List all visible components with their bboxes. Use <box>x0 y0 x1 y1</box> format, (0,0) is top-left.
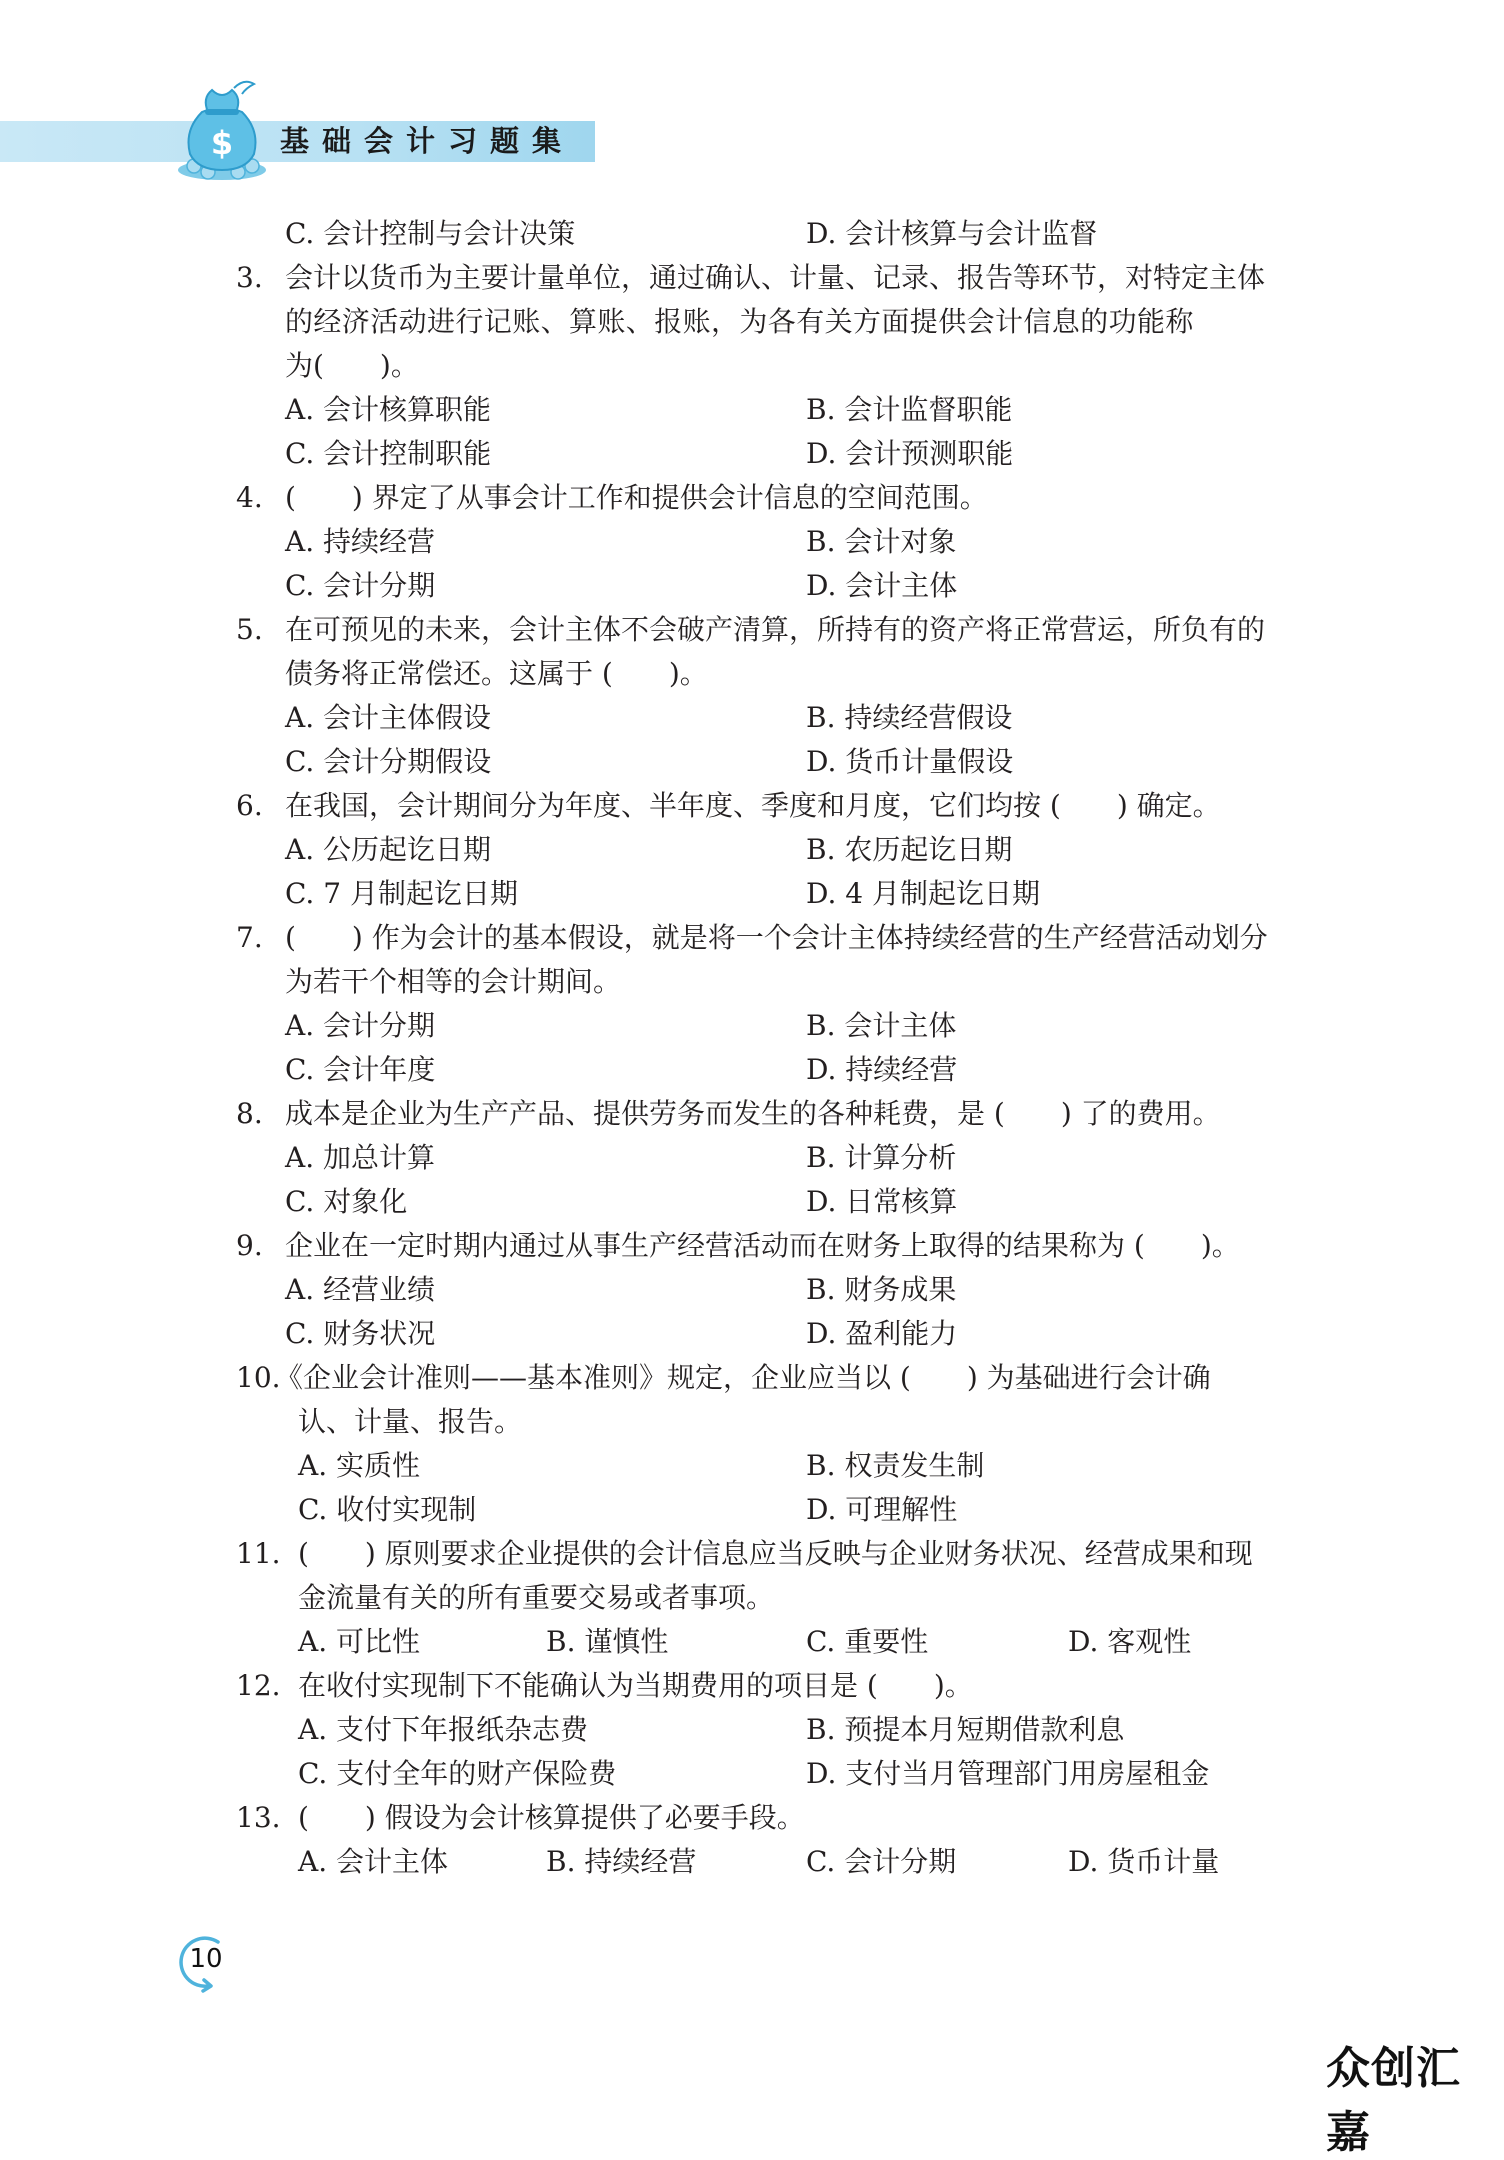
question-number: 11. <box>236 1537 281 1570</box>
option-d: D. 持续经营 <box>806 1053 958 1086</box>
option-d: D. 会计核算与会计监督 <box>806 217 1098 250</box>
option-d: D. 会计主体 <box>806 569 958 602</box>
question-text: 为若干个相等的会计期间。 <box>285 965 622 998</box>
option-a: A. 经营业绩 <box>285 1273 436 1306</box>
money-bag-icon <box>172 78 272 182</box>
option-d: D. 可理解性 <box>806 1493 958 1526</box>
question-number: 9. <box>236 1229 263 1262</box>
question-number: 12. <box>236 1669 281 1702</box>
option-c: C. 7 月制起讫日期 <box>285 877 518 910</box>
option-a: A. 会计主体假设 <box>285 701 492 734</box>
option-a: A. 实质性 <box>298 1449 421 1482</box>
question-text: 金流量有关的所有重要交易或者事项。 <box>298 1581 775 1614</box>
option-c: C. 财务状况 <box>285 1317 436 1350</box>
option-a: A. 会计核算职能 <box>285 393 492 426</box>
option-a: A. 持续经营 <box>285 525 436 558</box>
option-b: B. 持续经营假设 <box>806 701 1013 734</box>
option-d: D. 日常核算 <box>806 1185 958 1218</box>
option-d: D. 支付当月管理部门用房屋租金 <box>806 1757 1210 1790</box>
question-number: 7. <box>236 921 263 954</box>
question-text: 会计以货币为主要计量单位，通过确认、计量、记录、报告等环节，对特定主体 <box>285 261 1266 294</box>
option-c: C. 重要性 <box>806 1625 929 1658</box>
option-d: D. 客观性 <box>1068 1625 1192 1658</box>
option-b: B. 预提本月短期借款利息 <box>806 1713 1125 1746</box>
question-text: ( ) 界定了从事会计工作和提供会计信息的空间范围。 <box>285 481 988 514</box>
question-number: 13. <box>236 1801 281 1834</box>
option-d: D. 盈利能力 <box>806 1317 958 1350</box>
question-text: 认、计量、报告。 <box>298 1405 523 1438</box>
option-a: A. 加总计算 <box>285 1141 436 1174</box>
question-number: 4. <box>236 481 263 514</box>
question-text: 为( )。 <box>285 349 419 382</box>
option-d: D. 货币计量 <box>1068 1845 1220 1878</box>
option-b: B. 会计主体 <box>806 1009 957 1042</box>
option-c: C. 会计分期假设 <box>285 745 492 778</box>
option-b: B. 计算分析 <box>806 1141 957 1174</box>
option-c: C. 支付全年的财产保险费 <box>298 1757 617 1790</box>
question-text: ( ) 原则要求企业提供的会计信息应当反映与企业财务状况、经营成果和现 <box>298 1537 1253 1570</box>
option-b: B. 持续经营 <box>546 1845 697 1878</box>
option-b: B. 财务成果 <box>806 1273 957 1306</box>
option-a: A. 会计分期 <box>285 1009 436 1042</box>
question-text: ( ) 作为会计的基本假设，就是将一个会计主体持续经营的生产经营活动划分 <box>285 921 1268 954</box>
option-b: B. 谨慎性 <box>546 1625 669 1658</box>
question-text: 的经济活动进行记账、算账、报账，为各有关方面提供会计信息的功能称 <box>285 305 1194 338</box>
option-c: C. 会计控制职能 <box>285 437 492 470</box>
question-text: 《企业会计准则——基本准则》规定，企业应当以 ( ) 为基础进行会计确 <box>275 1361 1211 1394</box>
option-a: A. 会计主体 <box>298 1845 449 1878</box>
svg-text:$: $ <box>210 124 234 162</box>
question-text: 在收付实现制下不能确认为当期费用的项目是 ( )。 <box>298 1669 973 1702</box>
option-a: A. 支付下年报纸杂志费 <box>298 1713 589 1746</box>
question-text: 在我国，会计期间分为年度、半年度、季度和月度，它们均按 ( ) 确定。 <box>285 789 1221 822</box>
option-b: B. 农历起讫日期 <box>806 833 1013 866</box>
option-d: D. 会计预测职能 <box>806 437 1014 470</box>
option-c: C. 会计年度 <box>285 1053 436 1086</box>
question-number: 10. <box>236 1361 281 1394</box>
option-d: D. 4 月制起讫日期 <box>806 877 1040 910</box>
option-a: A. 可比性 <box>298 1625 421 1658</box>
option-b: B. 会计对象 <box>806 525 957 558</box>
question-text: ( ) 假设为会计核算提供了必要手段。 <box>298 1801 805 1834</box>
option-c: C. 收付实现制 <box>298 1493 477 1526</box>
option-a: A. 公历起讫日期 <box>285 833 492 866</box>
question-number: 5. <box>236 613 263 646</box>
option-b: B. 权责发生制 <box>806 1449 985 1482</box>
option-b: B. 会计监督职能 <box>806 393 1013 426</box>
option-c: C. 会计分期 <box>806 1845 957 1878</box>
page-number-badge <box>178 1934 234 1994</box>
option-d: D. 货币计量假设 <box>806 745 1014 778</box>
option-c: C. 会计控制与会计决策 <box>285 217 576 250</box>
book-title: 基础会计习题集 <box>280 124 575 158</box>
question-number: 3. <box>236 261 263 294</box>
watermark-text: 众创汇嘉 <box>1326 2043 1461 2158</box>
page-number: 10 <box>189 1944 223 1974</box>
question-text: 成本是企业为生产产品、提供劳务而发生的各种耗费，是 ( ) 了的费用。 <box>285 1097 1221 1130</box>
option-c: C. 会计分期 <box>285 569 436 602</box>
question-number: 6. <box>236 789 263 822</box>
option-c: C. 对象化 <box>285 1185 408 1218</box>
question-text: 在可预见的未来，会计主体不会破产清算，所持有的资产将正常营运，所负有的 <box>285 613 1266 646</box>
question-number: 8. <box>236 1097 263 1130</box>
question-text: 企业在一定时期内通过从事生产经营活动而在财务上取得的结果称为 ( )。 <box>285 1229 1240 1262</box>
question-text: 债务将正常偿还。这属于 ( )。 <box>285 657 708 690</box>
